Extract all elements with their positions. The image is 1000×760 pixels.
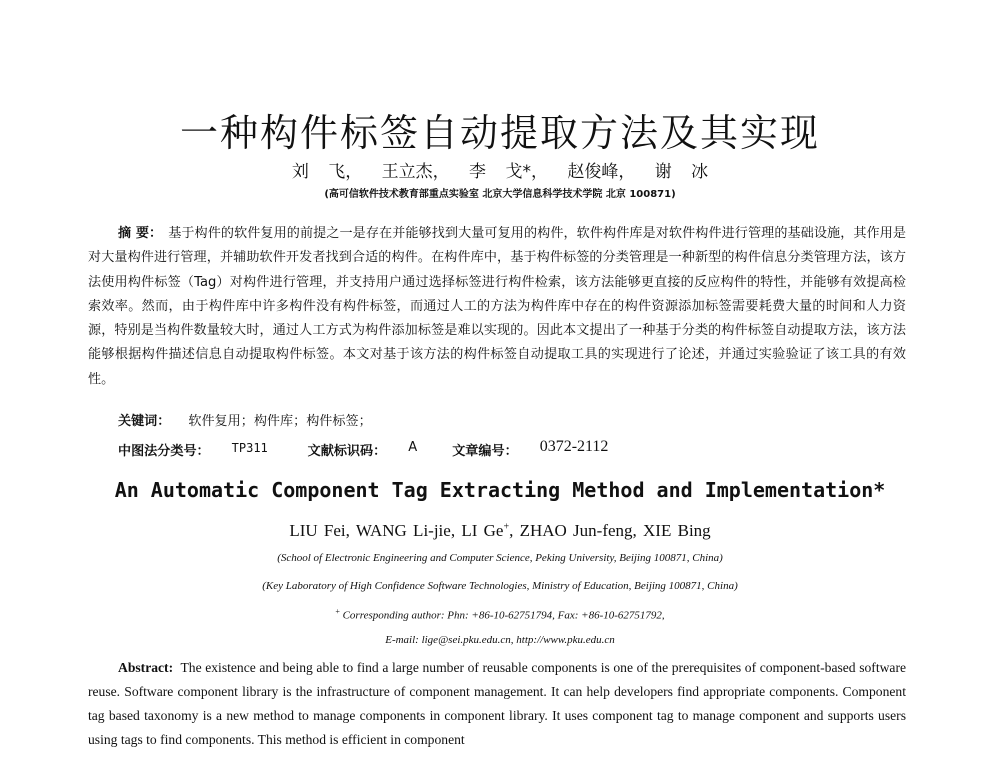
- chinese-title: 一种构件标签自动提取方法及其实现: [179, 111, 820, 155]
- english-affiliation-1: (School of Electronic Engineering and Computer Science, Peking University, Beijing 100871, China): [277, 552, 723, 564]
- clc-label: 中图法分类号：: [118, 444, 210, 459]
- article-number-value: 0372-2112: [539, 438, 609, 455]
- clc-value: TP311: [231, 441, 268, 455]
- chinese-keywords-text: 软件复用；构件库；构件标签；: [188, 414, 372, 429]
- chinese-abstract-text: 基于构件的软件复用的前提之一是存在并能够找到大量可复用的构件，软件构件库是对软件构件进行管理的基础设施，其作用是对大量构件进行管理，并辅助软件开发者找到合适的构件。在构件库中，基于构件标签的分类管理是一种新型的构件信息分类管理方法，该方法使用构件标签（Tag）对构件进行管理，并支持用户通过选择标签进行构件检索，该方法能够更直接的反应构件的特性，并能够有效提高检索效率。然而，由于构件库中许多构件没有构件标签，而通过人工的方法为构件库中存在的构件资源添加标签需要耗费大量的时间和人力资源，特别是当构件数量较大时，通过人工方式为构件添加标签是难以实现的。因此本文提出了一种基于分类的构件标签自动提取方法，该方法能够根据构件描述信息自动提取构件标签。本文对基于该方法的构件标签自动提取工具的实现进行了论述，并通过实验验证了该工具的有效性。: [88, 226, 907, 387]
- english-authors-rest: , ZHAO Jun-feng, XIE Bing: [509, 521, 711, 540]
- doc-code-label: 文献标识码：: [307, 444, 387, 459]
- english-authors-first: LIU Fei, WANG Li-jie, LI Ge: [289, 521, 504, 540]
- corresponding-author-text: Corresponding author: Phn: +86-10-62751794, Fax: +86-10-62751792,: [339, 609, 665, 622]
- chinese-abstract-label: 摘 要：: [118, 226, 163, 241]
- corresponding-mark: +: [503, 521, 510, 533]
- corresponding-author-mark: +: [335, 607, 340, 616]
- email-line: E-mail: lige@sei.pku.edu.cn, http://www.pku.edu.cn: [385, 634, 615, 646]
- english-affiliation-2: (Key Laboratory of High Confidence Software Technologies, Ministry of Education, Beijing 100871, China): [262, 580, 738, 592]
- doc-code-value: A: [408, 440, 418, 455]
- chinese-affiliation: (高可信软件技术教育部重点实验室 北京大学信息科学技术学院 北京 100871): [324, 189, 676, 200]
- english-abstract: [88, 656, 906, 752]
- chinese-keywords-label: 关键词：: [118, 414, 171, 429]
- english-abstract-text: The existence and being able to find a large number of reusable components is one of the prerequisites of component-based software reuse. Software component library is the infrastructure of component management. It can help developers find appropriate components. Component tag based taxonomy is a new method to manage components in component library. It uses component tag to manage component and supports users using tags to find components. This method is efficient in component: [88, 660, 907, 747]
- english-title: An Automatic Component Tag Extracting Method and Implementation*: [114, 478, 886, 502]
- english-abstract-label: Abstract:: [118, 660, 174, 675]
- chinese-authors: 刘 飞， 王立杰， 李 戈*， 赵俊峰， 谢 冰: [291, 162, 709, 182]
- article-number-label: 文章编号：: [452, 444, 518, 459]
- chinese-abstract: [88, 222, 906, 392]
- classification-info: [118, 440, 608, 459]
- corresponding-author: [0, 607, 1000, 622]
- chinese-keywords: [118, 410, 372, 429]
- english-authors: [0, 521, 1000, 541]
